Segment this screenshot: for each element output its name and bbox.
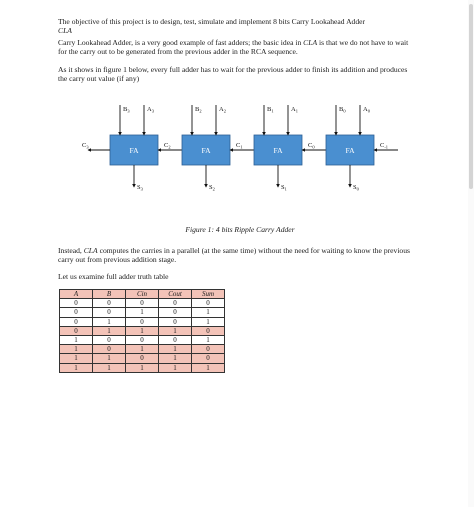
table-cell: 1	[126, 363, 159, 372]
objective-paragraph	[58, 17, 418, 36]
table-cell: 1	[159, 326, 192, 335]
table-row	[60, 326, 225, 335]
table-cell: 1	[93, 363, 126, 372]
table-cell: 0	[126, 299, 159, 308]
table-cell: 0	[60, 326, 93, 335]
input-a-label: $A_2$	[219, 106, 226, 114]
scrollbar[interactable]	[468, 0, 474, 507]
truth-table-intro: Let us examine full adder truth table	[58, 272, 169, 281]
table-cell: 0	[192, 345, 225, 354]
table-cell: 1	[60, 336, 93, 345]
table-cell: 0	[126, 354, 159, 363]
table-cell: 1	[126, 308, 159, 317]
table-cell: 1	[93, 326, 126, 335]
table-cell: 0	[60, 317, 93, 326]
carry-label: $C_1$	[236, 142, 243, 150]
figure-reference-paragraph: As it shows in figure 1 below, every full adder has to wait for the previous adder to finish its addition and produces the carry out value (if any)	[58, 65, 408, 84]
sum-label: $S_3$	[137, 184, 143, 192]
table-row	[60, 354, 225, 363]
table-cell: 0	[60, 308, 93, 317]
carry-label: $C_{-1}$	[380, 142, 389, 150]
input-a-label: $A_1$	[291, 106, 298, 114]
table-cell: 0	[93, 308, 126, 317]
input-a-label: $A_3$	[147, 106, 154, 114]
table-cell: 0	[93, 299, 126, 308]
table-cell: 1	[159, 345, 192, 354]
sum-label: $S_0$	[353, 184, 359, 192]
carry-label: $C_0$	[308, 142, 315, 150]
table-cell: 1	[192, 308, 225, 317]
objective-text: The objective of this project is to design, test, simulate and implement 8 bits Carry Lookahead Adder	[58, 17, 366, 26]
table-cell: 1	[192, 336, 225, 345]
full-adder-label: FA	[273, 146, 283, 155]
table-cell: 1	[60, 363, 93, 372]
input-b-label: $B_0$	[339, 106, 346, 114]
cla-explanation-paragraph	[58, 246, 418, 265]
table-row	[60, 299, 225, 308]
truth-table-header-b: B	[93, 290, 126, 299]
input-b-label: $B_2$	[195, 106, 202, 114]
table-cell: 0	[159, 299, 192, 308]
table-cell: 0	[159, 308, 192, 317]
truth-table-header-cout: Cout	[159, 290, 192, 299]
table-cell: 1	[60, 345, 93, 354]
table-cell: 0	[159, 317, 192, 326]
full-adder-label: FA	[129, 146, 139, 155]
table-cell: 1	[93, 317, 126, 326]
instead-cla: CLA	[83, 246, 98, 255]
truth-table-header-row	[60, 290, 225, 299]
table-cell: 0	[159, 336, 192, 345]
table-cell: 0	[93, 336, 126, 345]
truth-table-header-a: A	[60, 290, 93, 299]
full-adder-label: FA	[201, 146, 211, 155]
figure-caption: Figure 1: 4 bits Ripple Carry Adder	[185, 225, 295, 234]
table-row	[60, 317, 225, 326]
table-cell: 0	[192, 299, 225, 308]
ripple-carry-adder-diagram	[70, 97, 410, 209]
table-row	[60, 336, 225, 345]
table-cell: 0	[126, 336, 159, 345]
intro-paragraph	[58, 38, 418, 57]
table-cell: 1	[126, 345, 159, 354]
carry-label: $C_2$	[164, 142, 171, 150]
sum-label: $S_2$	[209, 184, 215, 192]
table-cell: 1	[192, 317, 225, 326]
ripple-carry-adder-figure	[70, 97, 410, 209]
table-cell: 1	[192, 363, 225, 372]
input-b-label: $B_3$	[123, 106, 130, 114]
table-cell: 0	[192, 354, 225, 363]
truth-table-header-sum: Sum	[192, 290, 225, 299]
instead-text-a: Instead,	[58, 246, 84, 255]
sum-label: $S_1$	[281, 184, 287, 192]
input-a-label: $A_0$	[363, 106, 370, 114]
full-adder-label: FA	[345, 146, 355, 155]
objective-cla: CLA	[58, 26, 72, 36]
instead-text-b: computes the carries in a parallel (at the same time) without the need for waiting to know the previous carry out from previous addition stage.	[58, 246, 410, 265]
input-b-label: $B_1$	[267, 106, 274, 114]
table-cell: 1	[159, 363, 192, 372]
intro-cla: CLA	[303, 38, 318, 47]
truth-table-header-cin: Cin	[126, 290, 159, 299]
table-cell: 0	[93, 345, 126, 354]
table-cell: 1	[126, 326, 159, 335]
table-cell: 1	[159, 354, 192, 363]
intro-text-b: is that we do not have to wait for the carry out to be generated from the previous adder in the RCA sequence.	[58, 38, 409, 57]
table-cell: 0	[126, 317, 159, 326]
full-adder-truth-table	[59, 289, 225, 373]
table-cell: 1	[93, 354, 126, 363]
table-cell: 1	[60, 354, 93, 363]
table-cell: 0	[192, 326, 225, 335]
intro-text-a: Carry Lookahead Adder, is a very good example of fast adders; the basic idea in	[58, 38, 304, 47]
table-row	[60, 308, 225, 317]
table-row	[60, 345, 225, 354]
table-row	[60, 363, 225, 372]
scrollbar-thumb[interactable]	[469, 4, 473, 189]
table-cell: 0	[60, 299, 93, 308]
carry-out-label: $C_3$	[82, 142, 89, 150]
